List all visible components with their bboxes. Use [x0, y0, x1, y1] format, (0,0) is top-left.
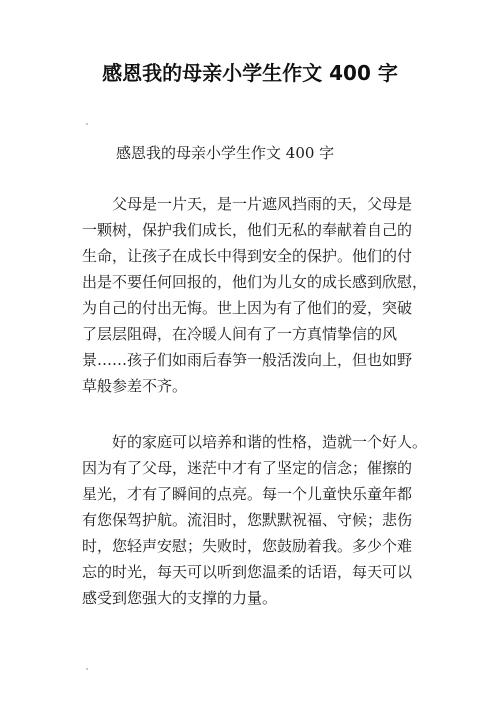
- paragraph-line: 感受到您强大的支撑的力量。: [82, 589, 278, 607]
- paragraph-line: 有您保驾护航。流泪时，您默默祝福、守候；悲伤: [82, 511, 413, 529]
- paragraph-line: 景……孩子们如雨后春笋一般活泼向上，但也如野: [82, 351, 413, 369]
- page-marker-dot: [86, 123, 88, 125]
- paragraph-line: 出是不要任何回报的，他们为儿女的成长感到欣慰，: [82, 273, 428, 291]
- paragraph-line: 一颗树，保护我们成长，他们无私的奉献着自己的: [82, 221, 413, 239]
- paragraph-1: [82, 191, 434, 399]
- paragraph-line: 父母是一片天，是一片遮风挡雨的天，父母是: [112, 195, 413, 213]
- essay-heading: 感恩我的母亲小学生作文 400 字: [116, 144, 335, 162]
- paragraph-line: 因为有了父母，迷茫中才有了坚定的信念；催擦的: [82, 459, 413, 477]
- paragraph-2: [82, 429, 434, 611]
- page-title: 感恩我的母亲小学生作文 400 字: [102, 61, 398, 85]
- paragraph-line: 生命，让孩子在成长中得到安全的保护。他们的付: [82, 247, 413, 265]
- paragraph-line: 忘的时光，每天可以听到您温柔的话语，每天可以: [82, 563, 413, 581]
- paragraph-line: 草般参差不齐。: [82, 377, 188, 395]
- page-marker-dot: [86, 668, 88, 670]
- paragraph-line: 了层层阻碍，在冷暖人间有了一方真情挚信的风: [82, 325, 398, 343]
- paragraph-line: 为自己的付出无悔。世上因为有了他们的爱，突破: [82, 299, 413, 317]
- paragraph-line: 星光，才有了瞬间的点亮。每一个儿童快乐童年都: [82, 485, 413, 503]
- paragraph-line: 时，您轻声安慰；失败时，您鼓励着我。多少个难: [82, 537, 413, 555]
- paragraph-line: 好的家庭可以培养和谐的性格，造就一个好人。: [112, 433, 428, 451]
